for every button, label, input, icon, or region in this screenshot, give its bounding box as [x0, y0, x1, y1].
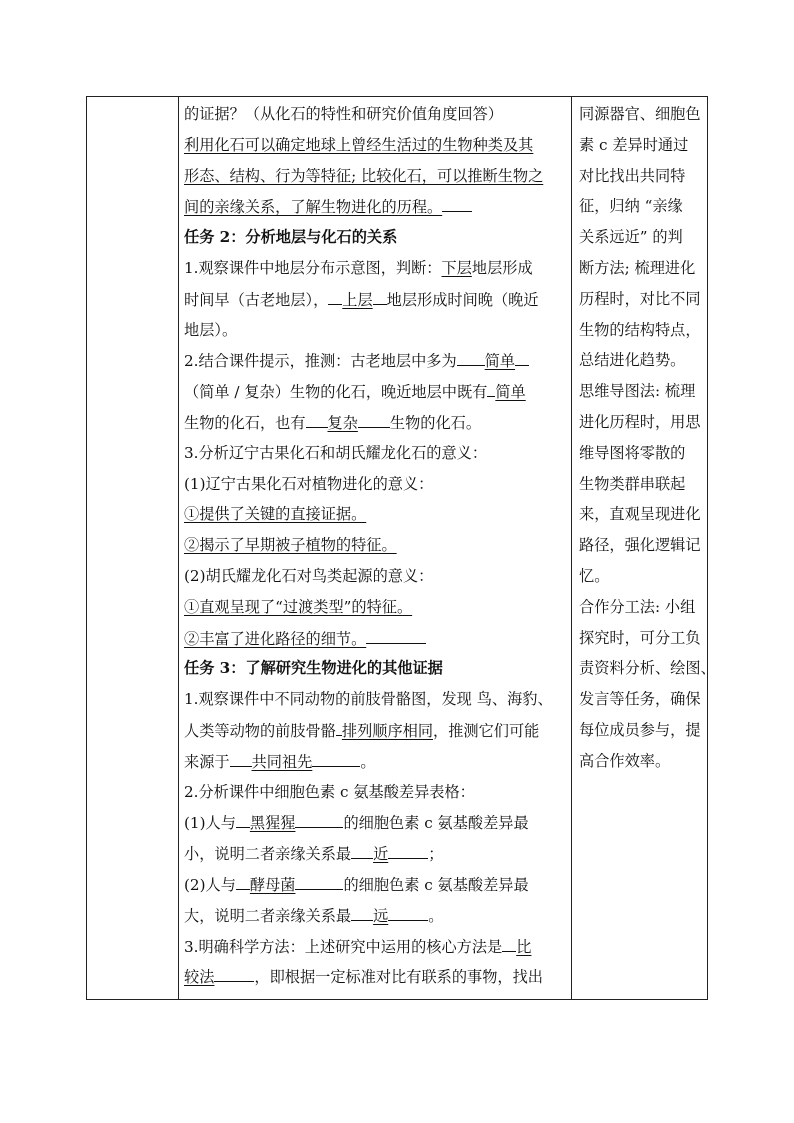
method-line: 思维导图法: 梳理	[579, 382, 696, 401]
column-divider-1	[178, 97, 179, 999]
method-line: 总结进化趋势。	[579, 351, 686, 370]
task2-q3-sub1-b: ②揭示了早期被子植物的特征。	[184, 536, 397, 555]
method-line: 关系远近” 的判	[579, 228, 683, 247]
task3-q3-line2: 较法 ，即根据一定标准对比有联系的事物，找出	[184, 961, 566, 992]
task2-title: 任务 2：分析地层与化石的关系	[184, 228, 398, 247]
task2-q1-line1: 1.观察课件中地层分布示意图，判断：下层地层形成	[184, 258, 533, 277]
method-line: 进化历程时，用思	[579, 412, 701, 431]
task3-q2: 2.分析课件中细胞色素 c 氨基酸差异表格：	[184, 782, 475, 801]
task2-q2-line3: 生物的化石，也有 复杂 生物的化石。	[184, 407, 566, 438]
task3-q3-line1: 3.明确科学方法：上述研究中运用的核心方法是 比	[184, 931, 566, 962]
method-line: 合作分工法: 小组	[579, 597, 696, 616]
method-line: 忆。	[579, 566, 610, 585]
task3-q2-sub1-line1: (1)人与 黑猩猩 的细胞色素 c 氨基酸差异最	[184, 807, 566, 838]
method-line: 来，直观呈现进化	[579, 505, 701, 524]
method-line: 每位成员参与，提	[579, 720, 701, 739]
task3-title: 任务 3：了解研究生物进化的其他证据	[184, 659, 443, 678]
task3-q1-line3: 来源于 共同祖先 。	[184, 746, 566, 777]
task2-q3: 3.分析辽宁古果化石和胡氏耀龙化石的意义：	[184, 443, 488, 462]
answer-line-1: 利用化石可以确定地球上曾经生活过的生物种类及其	[184, 135, 534, 154]
method-line: 高合作效率。	[579, 751, 671, 770]
method-line: 生物类群串联起	[579, 474, 686, 493]
method-line: 历程时，对比不同	[579, 289, 701, 308]
method-line: 发言等任务，确保	[579, 690, 701, 709]
method-line: 探究时，可分工负	[579, 628, 701, 647]
question-tail: 的证据？（从化石的特性和研究价值角度回答）	[184, 105, 503, 123]
method-line: 对比找出共同特	[579, 166, 686, 185]
method-line: 责资料分析、绘图、	[579, 659, 716, 678]
task2-q3-sub1: (1)辽宁古果化石对植物进化的意义：	[184, 474, 434, 493]
task3-q2-sub2-line1: (2)人与 酵母菌 的细胞色素 c 氨基酸差异最	[184, 869, 566, 900]
method-line: 生物的结构特点，	[579, 320, 701, 339]
method-line: 路径，强化逻辑记	[579, 536, 701, 555]
method-column	[579, 99, 716, 777]
task2-q2-line2: （简单 / 复杂）生物的化石，晚近地层中既有 简单	[184, 376, 566, 407]
activity-column	[184, 99, 566, 992]
method-line: 征，归纳 “亲缘	[579, 197, 683, 216]
method-line: 素 c 差异时通过	[579, 135, 689, 154]
task2-q3-sub1-a: ①提供了关键的直接证据。	[184, 505, 367, 524]
task2-q3-sub2: (2)胡氏耀龙化石对鸟类起源的意义：	[184, 566, 434, 585]
answer-line-2: 形态、结构、行为等特征; 比较化石，可以推断生物之	[184, 166, 544, 185]
task3-q2-sub1-line2: 小，说明二者亲缘关系最 近 ；	[184, 838, 566, 869]
task2-q1-line3: 地层）。	[184, 320, 238, 339]
task2-q3-sub2-a: ①直观呈现了“过渡类型”的特征。	[184, 597, 413, 616]
method-line: 维导图将零散的	[579, 443, 686, 462]
task3-q1-line2: 人类等动物的前肢骨骼 排列顺序相同，推测它们可能	[184, 715, 566, 746]
answer-line-3: 间的亲缘关系，了解生物进化的历程。	[184, 191, 566, 222]
lesson-table	[86, 96, 716, 1000]
method-line: 同源器官、细胞色	[579, 105, 701, 123]
method-line: 断方法; 梳理进化	[579, 258, 696, 277]
task2-q1-line2: 时间早（古老地层）， 上层 地层形成时间晚（晚近	[184, 284, 566, 315]
task3-q1-line1: 1.观察课件中不同动物的前肢骨骼图，发现 鸟、海豹、	[184, 690, 553, 709]
task3-q2-sub2-line2: 大，说明二者亲缘关系最 远 。	[184, 900, 566, 931]
task2-q2-line1: 2.结合课件提示，推测：古老地层中多为 简单	[184, 345, 566, 376]
task2-q3-sub2-b: ②丰富了进化路径的细节。	[184, 623, 566, 654]
column-divider-2	[571, 97, 572, 999]
